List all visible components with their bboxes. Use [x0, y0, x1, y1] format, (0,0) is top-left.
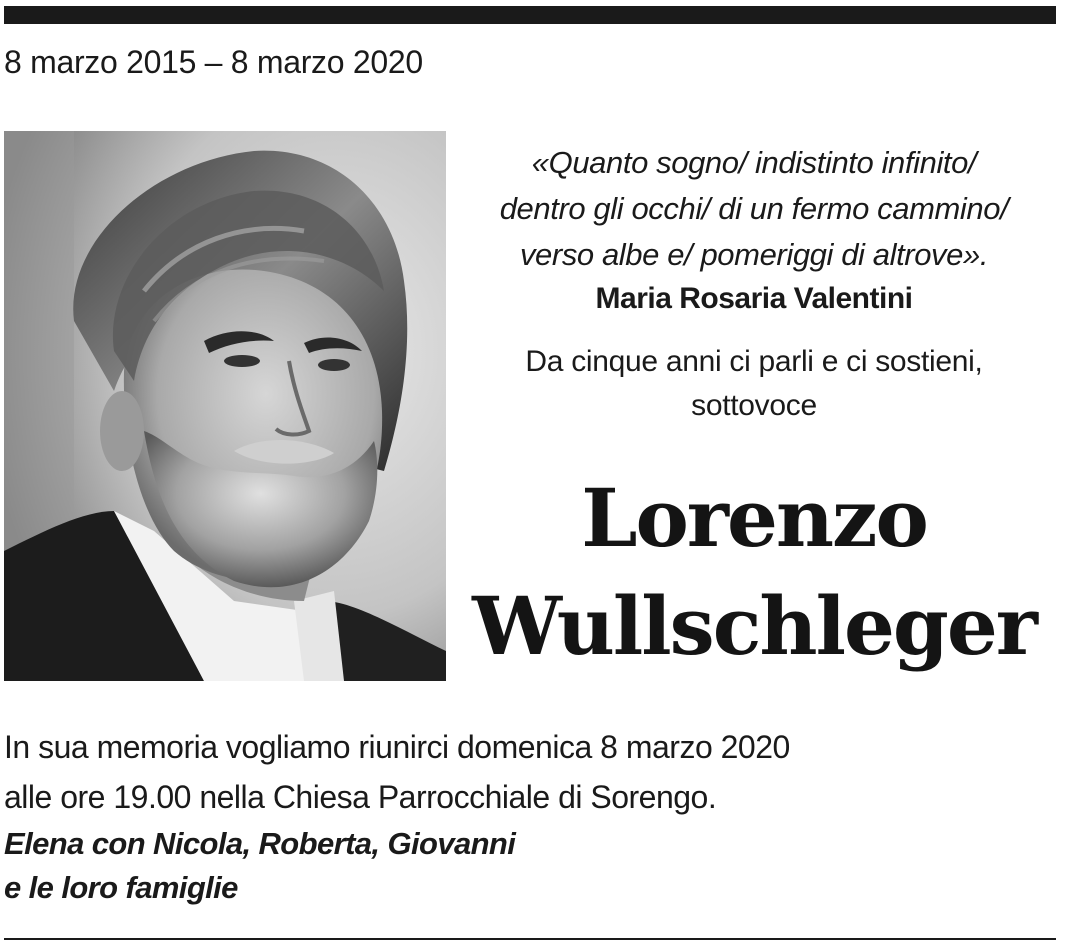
memorial-line: In sua memoria vogliamo riunirci domenica 8 marzo 2020 — [4, 729, 790, 765]
quote-author: Maria Rosaria Valentini — [595, 282, 913, 315]
dates: 8 marzo 2015 – 8 marzo 2020 — [4, 44, 423, 80]
signature-line: Elena con Nicola, Roberta, Giovanni — [4, 826, 516, 861]
poem-quote — [452, 140, 1056, 278]
quote-line: verso albe e/ pomeriggi di altrove». — [519, 237, 989, 272]
memorial-announcement — [4, 722, 790, 822]
message-line: Da cinque anni ci parli e ci sostieni, — [525, 345, 983, 378]
family-signature — [4, 822, 515, 910]
signature-line: e le loro famiglie — [4, 870, 238, 905]
quote-line: «Quanto sogno/ indistinto infinito/ — [531, 145, 977, 180]
quote-line: dentro gli occhi/ di un fermo cammino/ — [499, 191, 1009, 226]
top-divider — [4, 6, 1056, 24]
dedication-message — [452, 340, 1056, 428]
message-line: sottovoce — [691, 389, 817, 422]
bottom-divider — [4, 938, 1056, 940]
deceased-last-name: Wullschleger — [472, 579, 1036, 673]
deceased-first-name: Lorenzo — [581, 471, 927, 565]
memorial-line: alle ore 19.00 nella Chiesa Parrocchiale di Sorengo. — [4, 779, 717, 815]
portrait-photo — [4, 131, 446, 681]
